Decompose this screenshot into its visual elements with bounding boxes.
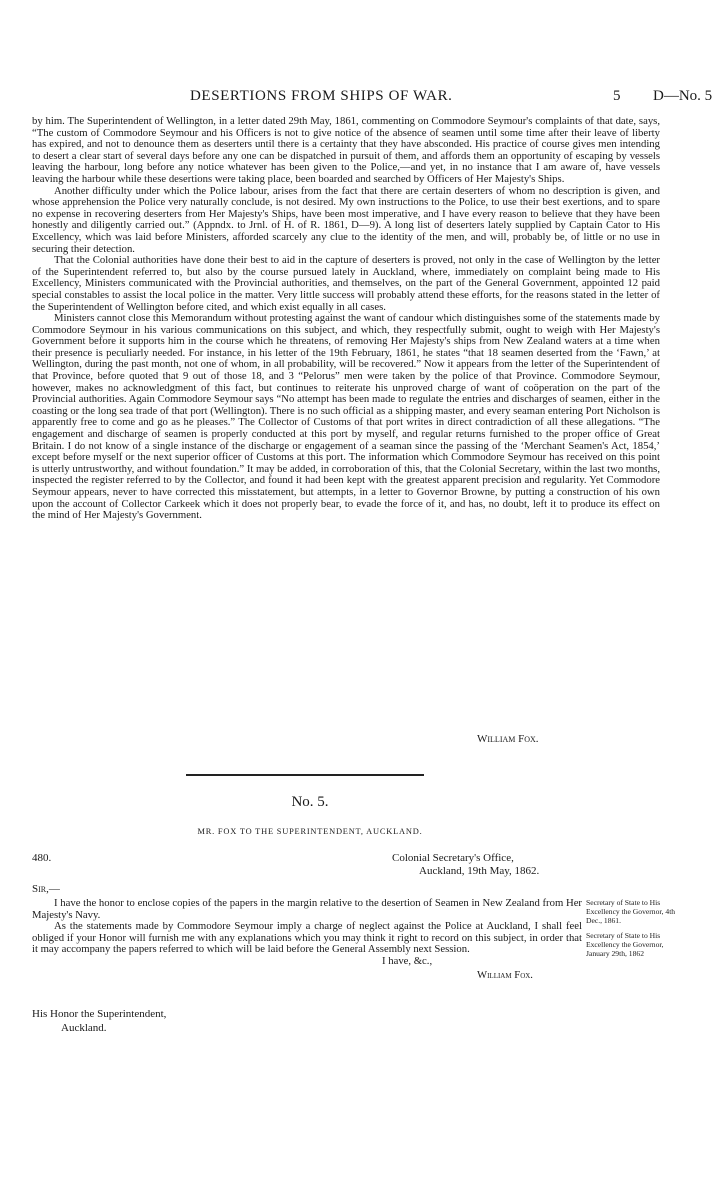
page-number: 5 — [613, 88, 621, 104]
body-paragraph: Ministers cannot close this Memorandum without protesting against the want of candour which distinguishes some of the statements made by Commodore Seymour in his various communications on this subject, and which, they respectfully submit, ought to weigh with Her Majesty's Government before it supports him in the course which he threatens, of removing Her Majesty's ships from New Zealand waters at a time when their presence is peculiarly needed. For instance, in his letter of the 19th February, 1861, he states “that 18 seamen deserted from the ‘Fawn,’ at Wellington, during the past month, not one of whom, in all probability, will be recovered.” Now it appears from the letter of the Superintendent of that Province, before quoted that 9 out of those 18, and 3 “Pelorus” men were taken by the police of that Province. Commodore Seymour, however, makes no acknowledgment of this fact, but continues to reiterate his unproved charge of want of coöperation on the part of the Provincial authorities. Again Commodore Seymour says “No attempt has been made to regulate the entries and discharges of seamen, either in the coasting or the long sea trade of that port (Wellington). There is no such official as a shipping master, and every seaman entering Port Nicholson is apparently free to come and go as he pleases.” The Collector of Customs of that port writes in direct contradiction of all these allegations. “The engagement and discharge of seamen is properly conducted at this port by myself, and regular returns furnished to the proper office of Great Britain. I do not know of a single instance of the discharge or engagement of a seaman since the passing of the ‘Merchant Seamen's Act, 1854,’ except before myself or the next superior officer of Customs at this port. The information which Commodore Seymour has received on this point is utterly untrustworthy, and without foundation.” It may be added, in corroboration of this, that the Colonial Secretary, within the last two months, inspected the register referred to by the Collector, and found it had been kept with the greatest apparent precision and regularity. Yet Commodore Seymour appears, never to have corrected this misstatement, but attempts, in a letter to Governor Browne, by putting a construction of his own upon the account of Collector Carkeek which it does not properly bear, to evade the force of it, and has, no doubt, left it to produce its effect on the mind of Her Majesty's Government. — [32, 312, 660, 522]
letter-signature: William Fox. — [477, 968, 533, 981]
letter-reference-number: 480. — [32, 852, 52, 864]
letter-paragraph: I have the honor to enclose copies of the papers in the margin relative to the desertion of Seamen in New Zealand from Her Majesty's Navy. — [32, 897, 582, 921]
margin-note: Secretary of State to His Excellency the Governor, 4th Dec., 1861. — [586, 898, 676, 925]
letter-number-heading: No. 5. — [291, 794, 329, 810]
letter-sender-address — [392, 852, 539, 878]
letter-body — [32, 898, 582, 981]
letter-addressee — [32, 1007, 166, 1035]
addressee-location: Auckland. — [61, 1022, 107, 1034]
addressee-line: His Honor the Superintendent, — [32, 1008, 167, 1020]
margin-note: Secretary of State to His Excellency the Governor, January 29th, 1862 — [586, 931, 664, 958]
memorandum-body — [32, 116, 660, 522]
body-paragraph: That the Colonial authorities have done their best to aid in the capture of deserters is proved, not only in the case of Wellington by the letter of the Superintendent referred to, but also by the course pursued lately in Auckland, where, immediately on complaint being made to His Excellency, Ministers communicated with the Provincial authorities, and themselves, on the part of the General Government, appointed 12 paid special constables to assist the local police in the matter. Very little success will probably attend these efforts, for the reasons stated in the letter of the Superintendent of Wellington before cited, and which exist equally in all cases. — [32, 254, 660, 313]
page-header — [40, 88, 712, 108]
body-paragraph: Another difficulty under which the Police labour, arises from the fact that there are certain deserters of whom no description is given, and whose apprehension the Police very naturally conclude, is not desired. My own instructions to the Police, to use their best exertions, and to spare no expense in recovering deserters from Her Majesty's Ships, have been most imperative, and I have every reason to believe that they have been honestly and diligently carried out.” (Appndx. to Jrnl. of H. of R. 1861, D—9). A long list of deserters lately supplied by Captain Cator to His Excellency, which was laid before Ministers, afforded scarcely any clue to the identity of the men, and will, probably be, of little or no use in securing their detection. — [32, 184, 660, 255]
running-title: DESERTIONS FROM SHIPS OF WAR. — [190, 88, 453, 104]
letter-salutation: Sir,— — [32, 883, 60, 895]
margin-notes — [586, 898, 686, 964]
sender-date-line: Auckland, 19th May, 1862. — [419, 865, 540, 877]
letter-closing: I have, &c., — [382, 954, 433, 967]
letter-paragraph: As the statements made by Commodore Seymour imply a charge of neglect against the Police at Auckland, I shall feel obliged if your Honor will furnish me with any explanations which you may think it right to record on this subject, in order that it may accompany the papers referred to which will be laid before the General Assembly next Session. — [32, 920, 582, 956]
letter-heading: MR. FOX TO THE SUPERINTENDENT, AUCKLAND. — [197, 827, 423, 836]
sender-office-line: Colonial Secretary's Office, — [392, 852, 514, 864]
document-reference: D—No. 5 — [653, 88, 712, 104]
body-paragraph: by him. The Superintendent of Wellington, in a letter dated 29th May, 1861, commenting on Commodore Seymour's complaints of that date, says, “The custom of Commodore Seymour and his Officers is not to give notice of the absence of seamen until some time after their leave of liberty has expired, and not to denounce them as deserters until there is a certainty that they have absconded. His practice of course gives men intending to desert a clear start of several days before any one can be dispatched in pursuit of them, and affords them an opportunity of escaping by vessels leaving the harbour, long before any notice whatever has been given to the Police,—and yet, in no instance that I am aware of, have vessels leaving the harbour while these desertions were taking place, been boarded and searched by Officers of Her Majesty's Ships. — [32, 115, 660, 185]
section-divider — [186, 774, 424, 776]
memorandum-signature: William Fox. — [477, 733, 539, 745]
